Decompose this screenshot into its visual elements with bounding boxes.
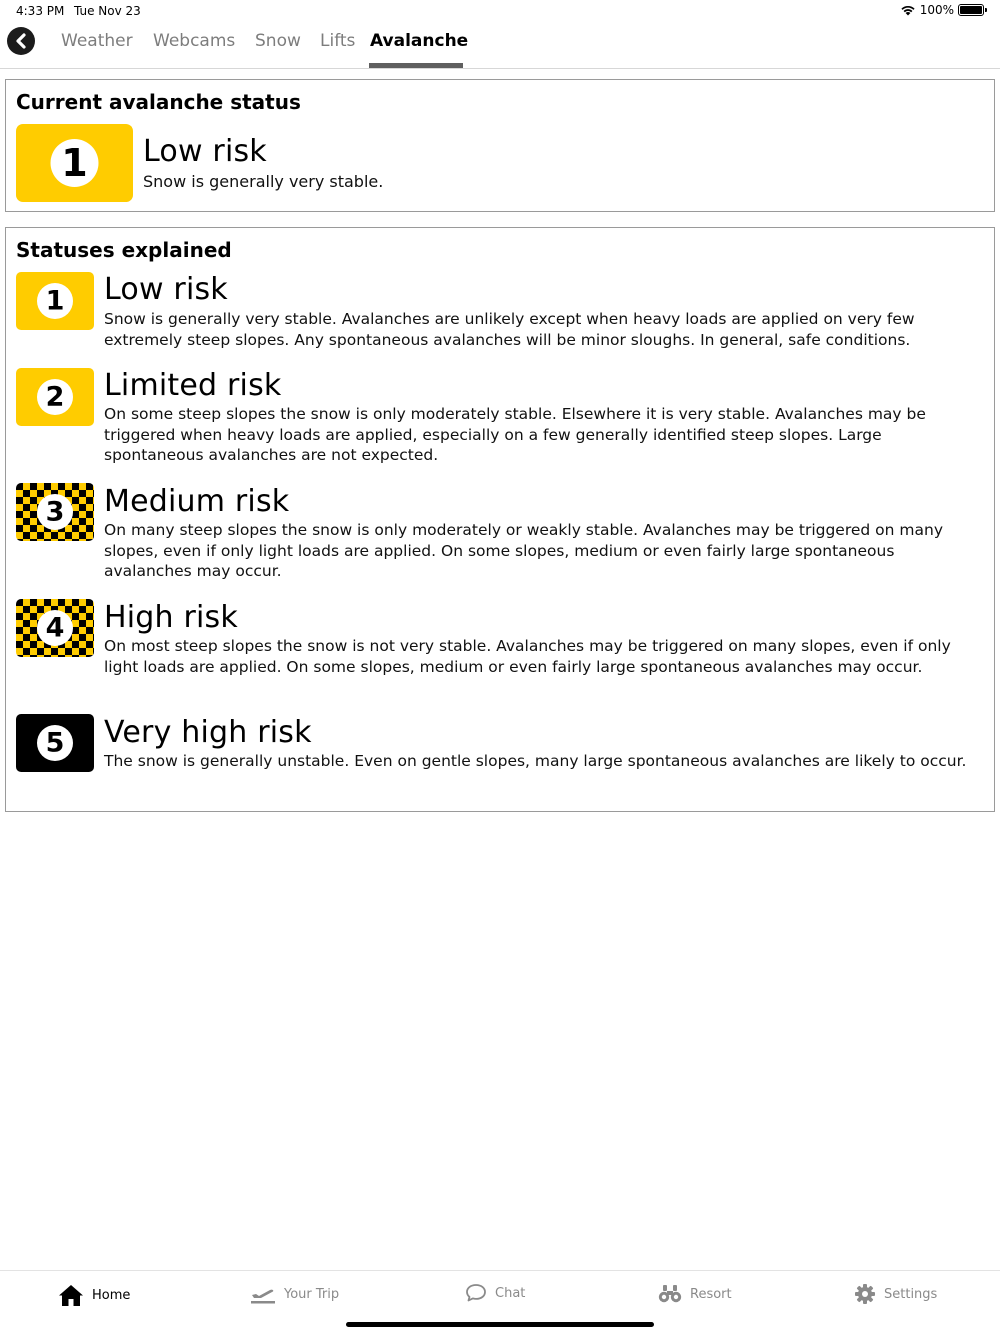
risk-level-1-badge [16,272,94,330]
tab-weather[interactable]: Weather [61,31,133,51]
bottom-tab-resort[interactable] [658,1283,732,1305]
bottom-tab-your-trip[interactable] [250,1283,339,1305]
risk-level-4-badge [16,599,94,657]
bottom-tab-settings[interactable] [854,1283,937,1305]
risk-name-4: High risk [104,600,238,635]
battery-icon [958,4,984,16]
current-status-title: Current avalanche status [16,90,301,114]
tab-webcams[interactable]: Webcams [153,31,236,51]
badge-number-2: 2 [45,381,65,413]
badge-number-1: 1 [45,285,65,317]
tab-lifts[interactable]: Lifts [320,31,356,51]
current-risk-desc: Snow is generally very stable. [143,172,384,191]
risk-level-2-badge [16,368,94,426]
risk-name-1: Low risk [104,272,228,307]
risk-badge-current [16,124,133,202]
bottom-tab-settings-label: Settings [884,1286,938,1302]
risk-level-4-icon [16,599,94,657]
wifi-icon [900,4,916,16]
risk-name-3: Medium risk [104,484,290,519]
current-status-card [5,79,995,212]
risk-desc-5: The snow is generally unstable. Even on gentle slopes, many large spontaneous avalanches are likely to occur. [104,752,967,770]
risk-level-1-icon [16,124,133,202]
risk-desc-1: Snow is generally very stable. Avalanches are unlikely except when heavy loads are applied on very few extremely steep slopes. Any spontaneous avalanches will be minor sloughs. In general, safe conditions. [104,310,915,349]
risk-level-5-badge [16,714,94,772]
bottom-tab-chat[interactable] [465,1283,525,1303]
risk-level-5-icon [16,714,94,772]
plane-icon [250,1283,276,1305]
battery-percent: 100% [919,3,954,17]
gear-icon [854,1283,876,1305]
badge-number-3: 3 [45,496,65,528]
top-nav [0,24,1000,69]
risk-level-2-icon [16,368,94,426]
risk-desc-2: On some steep slopes the snow is only moderately stable. Elsewhere it is very stable. Avalanches may be triggered when heavy loads are applied, especially on a few generally identified steep slopes. Large spontaneous avalanches are not expected. [104,405,926,464]
tab-snow[interactable]: Snow [255,31,301,51]
badge-number-5: 5 [45,727,65,759]
home-indicator [346,1322,654,1327]
risk-level-3-badge [16,483,94,541]
active-tab-indicator [369,63,463,68]
status-date: Tue Nov 23 [74,4,141,18]
risk-name-5: Very high risk [104,715,312,750]
status-time: 4:33 PM [16,4,65,18]
current-badge-number: 1 [61,141,88,185]
bottom-tab-home-label: Home [92,1287,131,1303]
statuses-explained-title: Statuses explained [16,238,232,262]
chat-icon [465,1283,487,1303]
bottom-tab-your-trip-label: Your Trip [284,1286,340,1302]
back-button[interactable] [7,27,35,55]
risk-level-3-icon [16,483,94,541]
home-icon [58,1283,84,1307]
badge-number-4: 4 [45,612,65,644]
status-right [900,3,984,17]
chevron-left-icon [14,33,28,49]
bottom-tab-bar [0,1270,1000,1334]
binoculars-icon [658,1283,682,1305]
risk-desc-3: On many steep slopes the snow is only moderately or weakly stable. Avalanches may be triggered on many slopes, even if only light loads are applied. On some slopes, medium or even fairly large spontaneous avalanches may occur. [104,521,943,580]
current-risk-name: Low risk [143,134,267,169]
bottom-tab-chat-label: Chat [495,1285,526,1301]
risk-level-1-icon [16,272,94,330]
risk-name-2: Limited risk [104,368,282,403]
bottom-tab-resort-label: Resort [690,1286,732,1302]
statuses-explained-card [5,227,995,812]
status-bar [0,0,1000,24]
bottom-tab-home[interactable] [58,1283,130,1307]
risk-desc-4: On most steep slopes the snow is not very stable. Avalanches may be triggered on many slopes, even if only light loads are applied. On some slopes, medium or even fairly large spontaneous avalanches may occur. [104,637,951,676]
tab-avalanche[interactable]: Avalanche [370,31,469,51]
